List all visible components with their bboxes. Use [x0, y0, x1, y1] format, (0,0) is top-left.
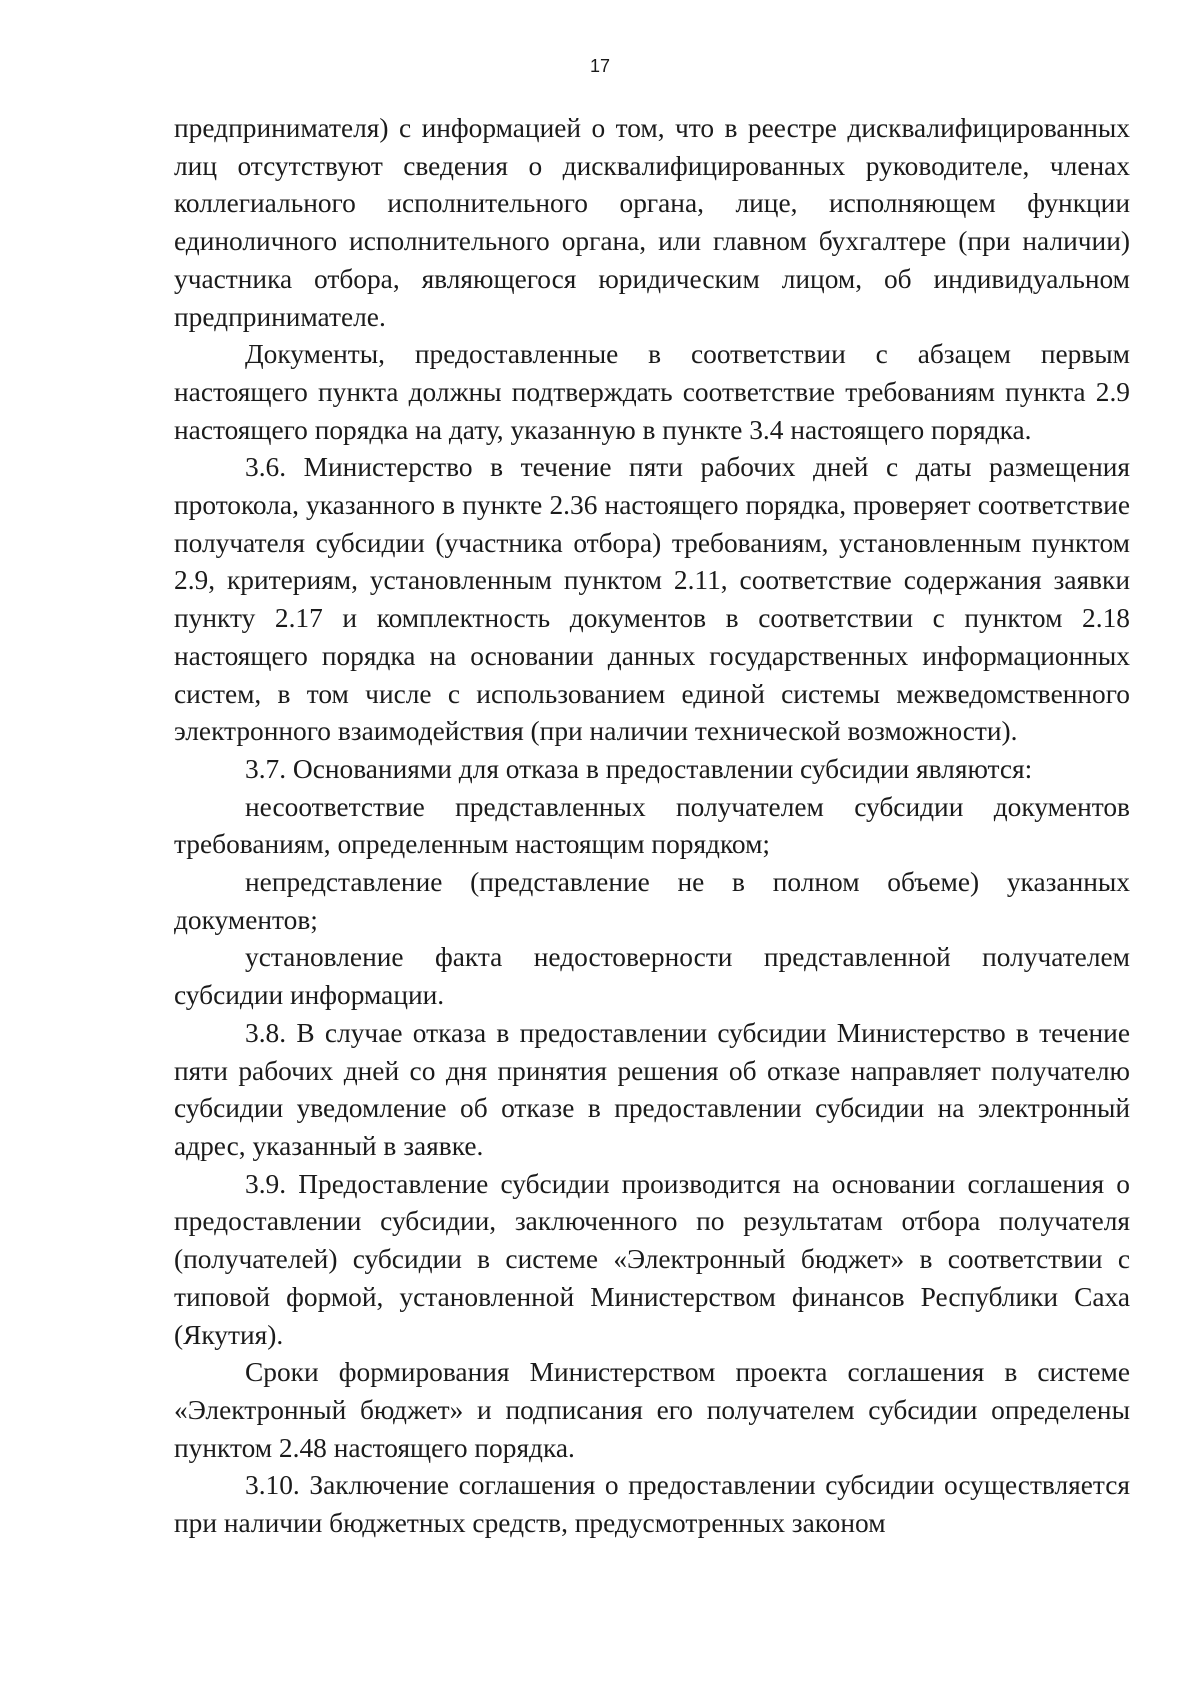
document-body: [174, 110, 1130, 1543]
page-number: 17: [589, 56, 611, 76]
paragraph-3-9: 3.9. Предоставление субсидии производится на основании соглашения о предоставлении субсидии, заключенного по результатам отбора получателя (получателей) субсидии в системе «Электронный бюджет» в соответствии с типовой формой, установленной Министерством финансов Республики Саха (Якутия).: [174, 1168, 1130, 1350]
paragraph-continuation: предпринимателя) с информацией о том, что в реестре дисквалифицированных лиц отсутствуют сведения о дисквалифицированных руководителе, членах коллегиального исполнительного органа, лице, исполняющем функции единоличного исполнительного органа, или главном бухгалтере (при наличии) участника отбора, являющегося юридическим лицом, об индивидуальном предпринимателе.: [174, 113, 1130, 332]
paragraph-3-7: 3.7. Основаниями для отказа в предоставлении субсидии являются:: [245, 753, 1033, 784]
paragraph-refusal-ground-1: несоответствие представленных получателем субсидии документов требованиям, определенным настоящим порядком;: [174, 791, 1130, 860]
paragraph-refusal-ground-3: установление факта недостоверности представленной получателем субсидии информации.: [174, 942, 1130, 1011]
paragraph-refusal-ground-2: непредставление (представление не в полном объеме) указанных документов;: [174, 867, 1130, 935]
paragraph-3-6: 3.6. Министерство в течение пяти рабочих дней с даты размещения протокола, указанного в пункте 2.36 настоящего порядка, проверяет соответствие получателя субсидии (участника отбора) требованиям, установленным пунктом 2.9, критериям, установленным пунктом 2.11, соответствие содержания заявки пункту 2.17 и комплектность документов в соответствии с пунктом 2.18 настоящего порядка на основании данных государственных информационных систем, в том числе с использованием единой системы межведомственного электронного взаимодействия (при наличии технической возможности).: [174, 452, 1130, 747]
paragraph-3-10: 3.10. Заключение соглашения о предоставлении субсидии осуществляется при наличии бюджетных средств, предусмотренных законом: [174, 1470, 1130, 1539]
paragraph-3-8: 3.8. В случае отказа в предоставлении субсидии Министерство в течение пяти рабочих дней со дня принятия решения об отказе направляет получателю субсидии уведомление об отказе в предоставлении субсидии на электронный адрес, указанный в заявке.: [174, 1017, 1130, 1161]
paragraph-agreement-terms: Сроки формирования Министерством проекта соглашения в системе «Электронный бюджет» и подписания его получателем субсидии определены пунктом 2.48 настоящего порядка.: [174, 1357, 1130, 1463]
paragraph-documents-compliance: Документы, предоставленные в соответствии с абзацем первым настоящего пункта должны подтверждать соответствие требованиям пункта 2.9 настоящего порядка на дату, указанную в пункте 3.4 настоящего порядка.: [174, 339, 1130, 445]
